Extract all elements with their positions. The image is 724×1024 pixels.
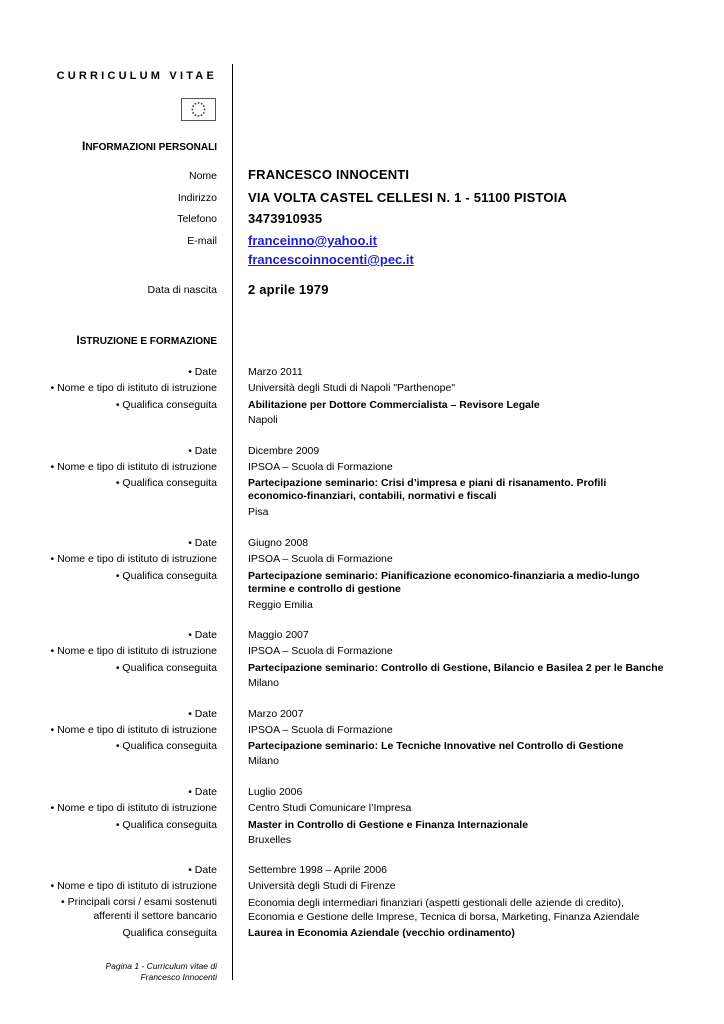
label-date: • Date (188, 366, 217, 378)
footer-line-1: Pagina 1 - Curriculum vitae di (105, 961, 217, 971)
entry-courses: Economia degli intermediari finanziari (aspetti gestionali delle aziende di credito), Economia e Gestione delle Imprese, Tecnica di borsa, Marketing, Finanza Aziendale (248, 897, 640, 923)
label-data-nascita: Data di nascita (147, 284, 217, 296)
document-title: CURRICULUM VITAE (56, 70, 217, 82)
label-qualification: • Qualifica conseguita (115, 477, 217, 489)
label-institution: • Nome e tipo di istituto di istruzione (50, 382, 217, 394)
email-link[interactable]: franceinno@yahoo.it (248, 233, 377, 248)
entry-date: Maggio 2007 (248, 629, 309, 641)
value-telefono: 3473910935 (248, 211, 323, 226)
value-data-nascita: 2 aprile 1979 (248, 282, 329, 297)
eu-flag-icon (181, 98, 216, 121)
label-indirizzo: Indirizzo (177, 192, 217, 204)
footer-line-2: Francesco Innocenti (140, 972, 217, 982)
section-title-education: ISTRUZIONE E FORMAZIONE (76, 333, 217, 347)
entry-institution: Università degli Studi di Napoli "Parthenope" (248, 382, 456, 394)
entry-date: Luglio 2006 (248, 786, 303, 798)
label-date: • Date (188, 786, 217, 798)
label-date: • Date (188, 708, 217, 720)
entry-qualification: Master in Controllo di Gestione e Finanza Internazionale (248, 819, 529, 831)
label-qualification: Qualifica conseguita (122, 927, 217, 939)
label-institution: • Nome e tipo di istituto di istruzione (50, 802, 217, 814)
entry-institution: Centro Studi Comunicare l’Impresa (248, 802, 412, 814)
label-nome: Nome (188, 170, 217, 182)
entry-place: Milano (248, 755, 279, 767)
entry-qualification: Abilitazione per Dottore Commercialista – Revisore Legale (248, 399, 540, 411)
entry-qualification: Partecipazione seminario: Controllo di Gestione, Bilancio e Basilea 2 per le Banche (248, 662, 664, 674)
entry-place: Pisa (248, 506, 269, 518)
entry-institution: Università degli Studi di Firenze (248, 880, 396, 892)
entry-qualification: Laurea in Economia Aziendale (vecchio ordinamento) (248, 927, 515, 939)
entry-date: Giugno 2008 (248, 537, 309, 549)
label-telefono: Telefono (177, 213, 217, 225)
value-indirizzo: VIA VOLTA CASTEL CELLESI N. 1 - 51100 PISTOIA (248, 190, 568, 205)
entry-qualification: Partecipazione seminario: Le Tecniche Innovative nel Controllo di Gestione (248, 740, 624, 752)
entry-institution: IPSOA – Scuola di Formazione (248, 724, 393, 736)
value-nome: FRANCESCO INNOCENTI (248, 167, 410, 182)
label-courses: • Principali corsi / esami sostenuti (61, 896, 217, 908)
label-qualification: • Qualifica conseguita (115, 740, 217, 752)
label-courses-sub: afferenti il settore bancario (93, 910, 217, 922)
label-date: • Date (188, 537, 217, 549)
label-qualification: • Qualifica conseguita (115, 399, 217, 411)
entry-institution: IPSOA – Scuola di Formazione (248, 645, 393, 657)
label-date: • Date (188, 445, 217, 457)
label-qualification: • Qualifica conseguita (115, 570, 217, 582)
label-date: • Date (188, 629, 217, 641)
label-email: E-mail (187, 235, 217, 247)
label-date: • Date (188, 864, 217, 876)
label-qualification: • Qualifica conseguita (115, 662, 217, 674)
entry-date: Marzo 2007 (248, 708, 304, 720)
entry-qualification: Partecipazione seminario: Pianificazione economico-finanziaria a medio-lungo termine e controllo di gestione (248, 570, 640, 595)
entry-institution: IPSOA – Scuola di Formazione (248, 461, 393, 473)
label-institution: • Nome e tipo di istituto di istruzione (50, 645, 217, 657)
label-institution: • Nome e tipo di istituto di istruzione (50, 724, 217, 736)
entry-date: Dicembre 2009 (248, 445, 320, 457)
entry-place: Milano (248, 677, 279, 689)
entry-date: Settembre 1998 – Aprile 2006 (248, 864, 387, 876)
page-footer (106, 961, 218, 983)
label-institution: • Nome e tipo di istituto di istruzione (50, 553, 217, 565)
entry-place: Bruxelles (248, 834, 292, 846)
entry-place: Napoli (248, 414, 278, 426)
entry-qualification: Partecipazione seminario: Crisi d’impresa e piani di risanamento. Profili economico-finanziari, contabili, normativi e fiscali (248, 477, 607, 502)
pec-email-link[interactable]: francescoinnocenti@pec.it (248, 252, 414, 267)
column-divider (232, 64, 233, 980)
section-title-personal: INFORMAZIONI PERSONALI (81, 139, 217, 153)
label-institution: • Nome e tipo di istituto di istruzione (50, 461, 217, 473)
label-qualification: • Qualifica conseguita (115, 819, 217, 831)
entry-place: Reggio Emilia (248, 599, 313, 611)
entry-date: Marzo 2011 (248, 366, 303, 378)
label-institution: • Nome e tipo di istituto di istruzione (50, 880, 217, 892)
entry-institution: IPSOA – Scuola di Formazione (248, 553, 393, 565)
